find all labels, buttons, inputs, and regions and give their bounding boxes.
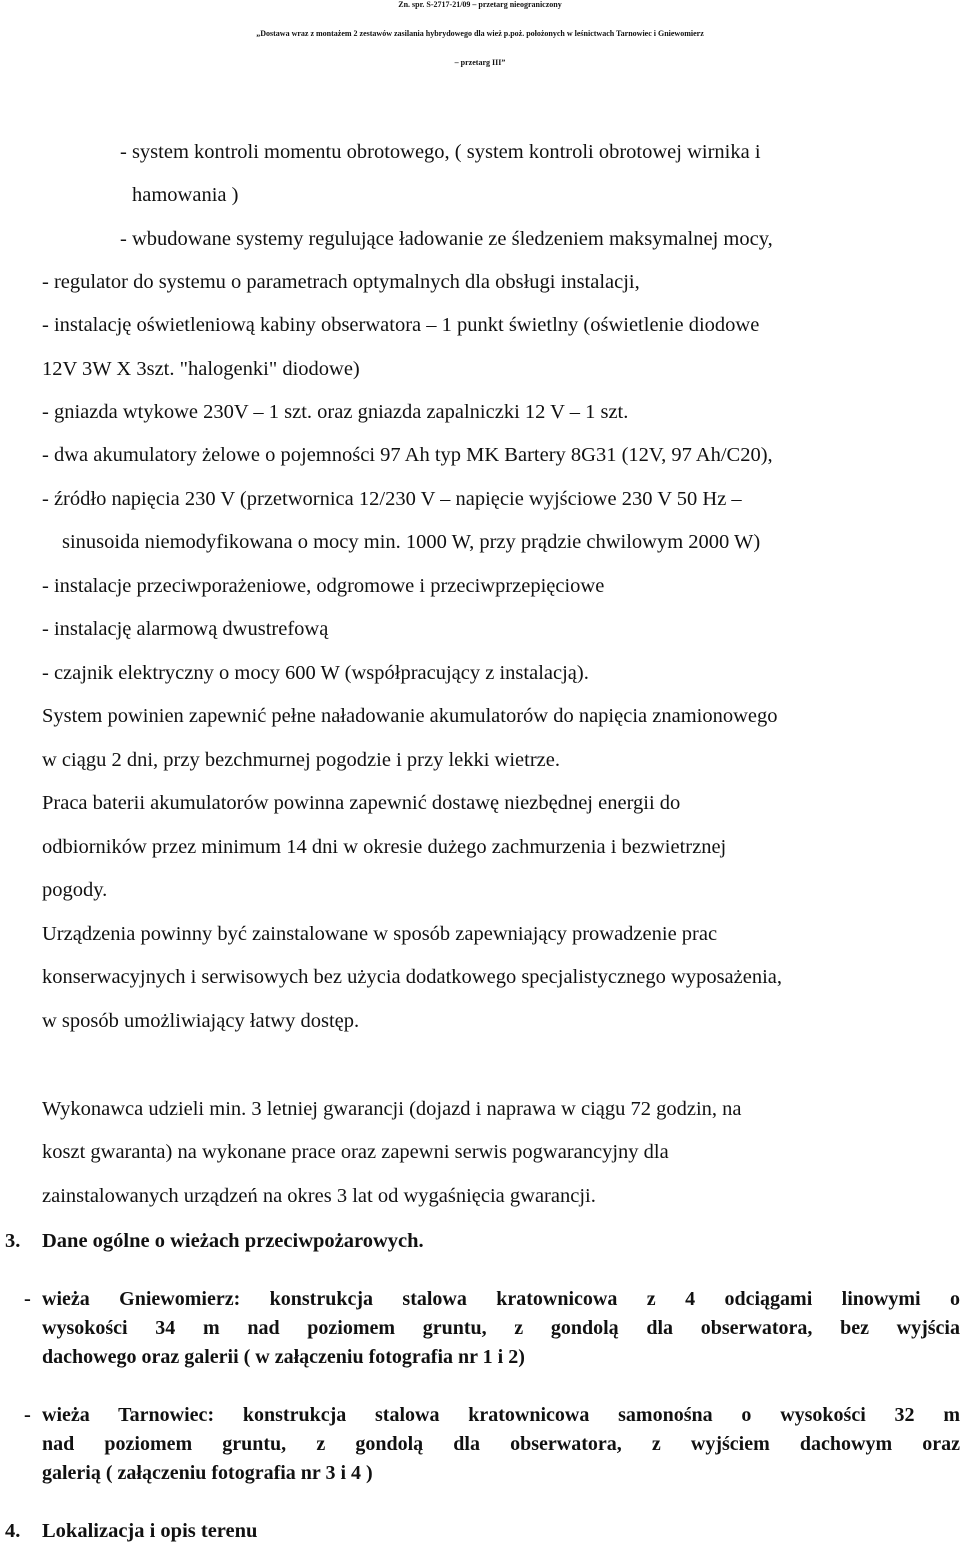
- paragraph-line: konserwacyjnych i serwisowych bez użycia dodatkowego specjalistycznego wyposażenia,: [42, 966, 783, 988]
- tower-description-line: wieża Gniewomierz: konstrukcja stalowa kratownicowa z 4 odciągami linowymi o: [42, 1288, 960, 1310]
- list-item: - instalacje przeciwporażeniowe, odgromowe i przeciwprzepięciowe: [42, 575, 605, 597]
- list-item: - źródło napięcia 230 V (przetwornica 12/230 V – napięcie wyjściowe 230 V 50 Hz –: [42, 488, 742, 510]
- paragraph-line: Wykonawca udzieli min. 3 letniej gwarancji (dojazd i naprawa w ciągu 72 godzin, na: [42, 1098, 742, 1120]
- list-item: - regulator do systemu o parametrach optymalnych dla obsługi instalacji,: [42, 271, 640, 293]
- list-item: 12V 3W X 3szt. "halogenki" diodowe): [42, 358, 360, 380]
- tower-description-line: dachowego oraz galerii ( w załączeniu fotografia nr 1 i 2): [42, 1346, 525, 1368]
- list-item: - gniazda wtykowe 230V – 1 szt. oraz gniazda zapalniczki 12 V – 1 szt.: [42, 401, 629, 423]
- paragraph-line: w sposób umożliwiający łatwy dostęp.: [42, 1010, 360, 1032]
- section-heading: Dane ogólne o wieżach przeciwpożarowych.: [42, 1230, 424, 1252]
- paragraph-line: zainstalowanych urządzeń na okres 3 lat od wygaśnięcia gwarancji.: [42, 1185, 596, 1207]
- paragraph-line: pogody.: [42, 879, 108, 901]
- list-item: - instalację oświetleniową kabiny obserwatora – 1 punkt świetlny (oświetlenie diodowe: [42, 314, 760, 336]
- list-dash: -: [24, 1288, 31, 1310]
- list-item: hamowania ): [132, 184, 239, 206]
- paragraph-line: System powinien zapewnić pełne naładowanie akumulatorów do napięcia znamionowego: [42, 705, 778, 727]
- tower-description-line: wysokości 34 m nad poziomem gruntu, z gondolą dla obserwatora, bez wyjścia: [42, 1317, 960, 1339]
- tower-description-line: nad poziomem gruntu, z gondolą dla obserwatora, z wyjściem dachowym oraz: [42, 1433, 960, 1455]
- list-item: - instalację alarmową dwustrefową: [42, 618, 329, 640]
- paragraph-line: koszt gwaranta) na wykonane prace oraz zapewni serwis pogwarancyjny dla: [42, 1141, 669, 1163]
- list-item: sinusoida niemodyfikowana o mocy min. 1000 W, przy prądzie chwilowym 2000 W): [62, 531, 761, 553]
- tower-description-line: galerią ( załączeniu fotografia nr 3 i 4 ): [42, 1462, 373, 1484]
- section-number: 4.: [5, 1520, 21, 1542]
- document-reference: Zn. spr. S-2717-21/09 – przetarg nieograniczony: [398, 0, 562, 9]
- paragraph-line: Praca baterii akumulatorów powinna zapewnić dostawę niezbędnej energii do: [42, 792, 681, 814]
- list-item: - czajnik elektryczny o mocy 600 W (współpracujący z instalacją).: [42, 662, 589, 684]
- list-item: - dwa akumulatory żelowe o pojemności 97 Ah typ MK Bartery 8G31 (12V, 97 Ah/C20),: [42, 444, 773, 466]
- tower-description-line: wieża Tarnowiec: konstrukcja stalowa kratownicowa samonośna o wysokości 32 m: [42, 1404, 960, 1426]
- paragraph-line: w ciągu 2 dni, przy bezchmurnej pogodzie i przy lekki wietrze.: [42, 749, 561, 771]
- list-item: - system kontroli momentu obrotowego, ( system kontroli obrotowej wirnika i: [120, 141, 761, 163]
- document-title-suffix: – przetarg III”: [454, 58, 506, 67]
- section-number: 3.: [5, 1230, 21, 1252]
- paragraph-line: odbiorników przez minimum 14 dni w okresie dużego zachmurzenia i bezwietrznej: [42, 836, 727, 858]
- section-heading: Lokalizacja i opis terenu: [42, 1520, 258, 1542]
- list-item: - wbudowane systemy regulujące ładowanie ze śledzeniem maksymalnej mocy,: [120, 228, 773, 250]
- document-title: „Dostawa wraz z montażem 2 zestawów zasilania hybrydowego dla wież p.poż. położonych w leśnictwach Tarnowiec i Gniewomierz: [256, 29, 704, 38]
- paragraph-line: Urządzenia powinny być zainstalowane w sposób zapewniający prowadzenie prac: [42, 923, 718, 945]
- list-dash: -: [24, 1404, 31, 1426]
